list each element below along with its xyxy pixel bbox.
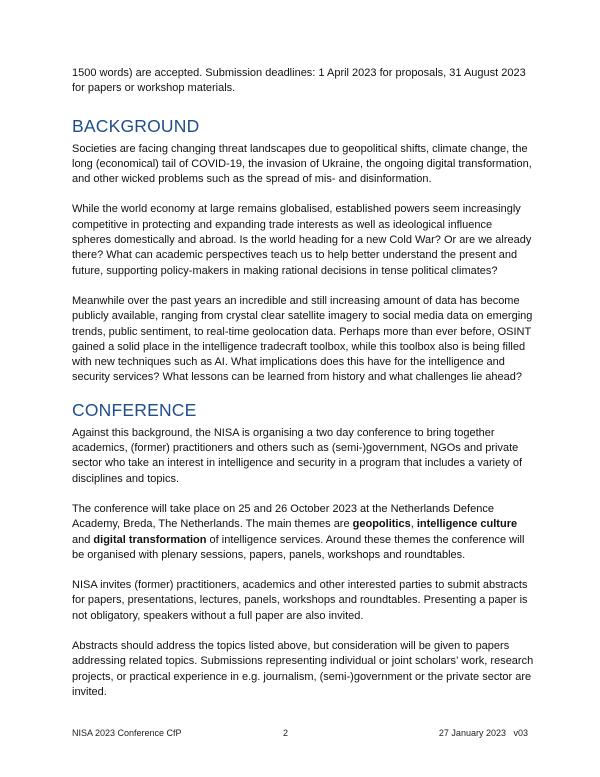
conference-paragraph-2 — [72, 502, 534, 563]
theme-geopolitics: geopolitics — [352, 518, 411, 531]
conference-p2-separator-1: , — [410, 518, 417, 531]
conference-paragraph-4: Abstracts should address the topics listed above, but consideration will be given to papers addressing related topics. Submissions representing individual or joint scholars’ work, research projects, or practical experience in e.g. journalism, (semi-)government or the private sector are invited. — [72, 640, 534, 698]
conference-paragraph-1: Against this background, the NISA is organising a two day conference to bring together academics, (former) practitioners and others such as (semi-)government, NGOs and private sector who take an interest in intelligence and security in a program that includes a variety of disciplines and topics. — [72, 426, 523, 485]
footer-page-number: 2 — [283, 728, 289, 738]
theme-digital-transformation: digital transformation — [93, 533, 207, 546]
intro-paragraph: 1500 words) are accepted. Submission deadlines: 1 April 2023 for proposals, 31 August 2023 for papers or workshop materials. — [72, 67, 526, 95]
background-paragraph-1: Societies are facing changing threat landscapes due to geopolitical shifts, climate change, the long (economical) tail of COVID-19, the invasion of Ukraine, the ongoing digital transformation, and other wicked problems such as the spread of mis- and disinformation. — [72, 142, 532, 186]
background-paragraph-2: While the world economy at large remains globalised, established powers seem increasingly competitive in protecting and expanding trade interests as well as ideological influence spheres domestically and abroad. Is the world heading for a new Cold War? Or are we already there? What can academic perspectives teach us to help better understand the present and future, supporting policy-makers in making rational decisions in tense political climates? — [72, 203, 532, 277]
footer-date-version: 27 January 2023 v03 — [438, 728, 528, 738]
page-footer — [72, 728, 528, 742]
document-page — [72, 66, 534, 700]
conference-p2-text-before: The conference will take place on 25 and 26 October 2023 at the Netherlands Defence Academy, Breda, The Netherlands. The main themes are — [72, 502, 494, 531]
footer-document-title: NISA 2023 Conference CfP — [72, 728, 182, 738]
conference-paragraph-3: NISA invites (former) practitioners, academics and other interested parties to submit abstracts for papers, presentations, lectures, panels, workshops and roundtables. Presenting a paper is not obligatory, speakers without a full paper are also invited. — [72, 579, 528, 622]
conference-p2-separator-2: and — [72, 533, 94, 546]
theme-intelligence-culture: intelligence culture — [416, 518, 518, 531]
background-heading: BACKGROUND — [72, 115, 200, 136]
background-paragraph-3: Meanwhile over the past years an incredible and still increasing amount of data has become publicly available, ranging from crystal clear satellite imagery to social media data on emerging trends, public sentiment, to real-time geolocation data. Perhaps more than ever before, OSINT gained a solid place in the intelligence tradecraft toolbox, while this toolbox also is being filled with new techniques such as AI. What implications does this have for the intelligence and security services? What lessons can be learned from history and what challenges lie ahead? — [72, 294, 533, 384]
conference-heading: CONFERENCE — [72, 399, 197, 420]
conference-p2-text-after: of intelligence services. Around these themes the conference will be organised with plenary sessions, papers, panels, workshops and roundtables. — [72, 533, 525, 561]
